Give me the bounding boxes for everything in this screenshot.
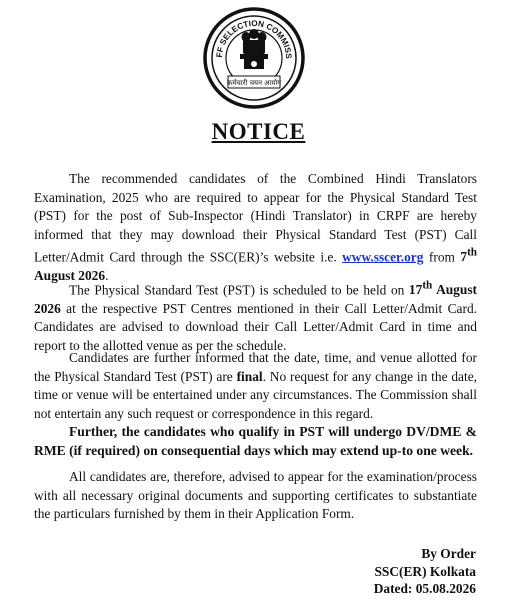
paragraph-3: Candidates are further informed that the date, time, and venue allotted for the Physical Standard Test (PST) are final. No request for any change in the date, time or venue will be entertained under any circumstances. The Commission shall not entertain any such request or correspondence in this regard. xyxy=(34,350,477,421)
download-date: 7th August 2026 xyxy=(34,247,477,283)
paragraph-4: Further, the candidates who qualify in PST will undergo DV/DME & RME (if required) on consequential days which may extend up-to one week. xyxy=(34,424,477,458)
pst-date: 17th August 2026 xyxy=(34,280,477,316)
signature-date: Dated: 05.08.2026 xyxy=(373,581,476,596)
signature-office: SSC(ER) Kolkata xyxy=(374,563,476,579)
paragraph-1: The recommended candidates of the Combined Hindi Translators Examination, 2025 who are required to appear for the Physical Standard Test (PST) for the post of Sub-Inspector (Hindi Translator) in CRPF are hereby informed that they may download their Physical Standard Test (PST) Call Letter/Admit Card through the SSC(ER)’s website i.e. www.sscer.org from 7th August 2026. xyxy=(34,171,477,283)
emblem-hindi-text: कर्मचारी चयन आयोग xyxy=(226,79,282,87)
signature-block xyxy=(374,545,476,598)
paragraph-2: The Physical Standard Test (PST) is scheduled to be held on 17th August 2026 at the respective PST Centres mentioned in their Call Letter/Admit Card. Candidates are advised to download their Call Letter/Admit Card in time and report to the allotted venue as per the schedule. xyxy=(34,280,477,353)
paragraph-5: All candidates are, therefore, advised to appear for the examination/process with all necessary original documents and supporting certificates to substantiate the particulars furnished by them in their Application Form. xyxy=(34,469,477,521)
ashoka-lions-emblem-icon xyxy=(202,6,306,110)
emblem-ring-text: FF SELECTION COMMISS xyxy=(214,18,294,59)
notice-title: NOTICE xyxy=(211,119,306,144)
website-link[interactable]: www.sscer.org xyxy=(342,249,424,265)
signature-by-order: By Order xyxy=(421,546,476,561)
ssc-emblem xyxy=(202,6,306,110)
